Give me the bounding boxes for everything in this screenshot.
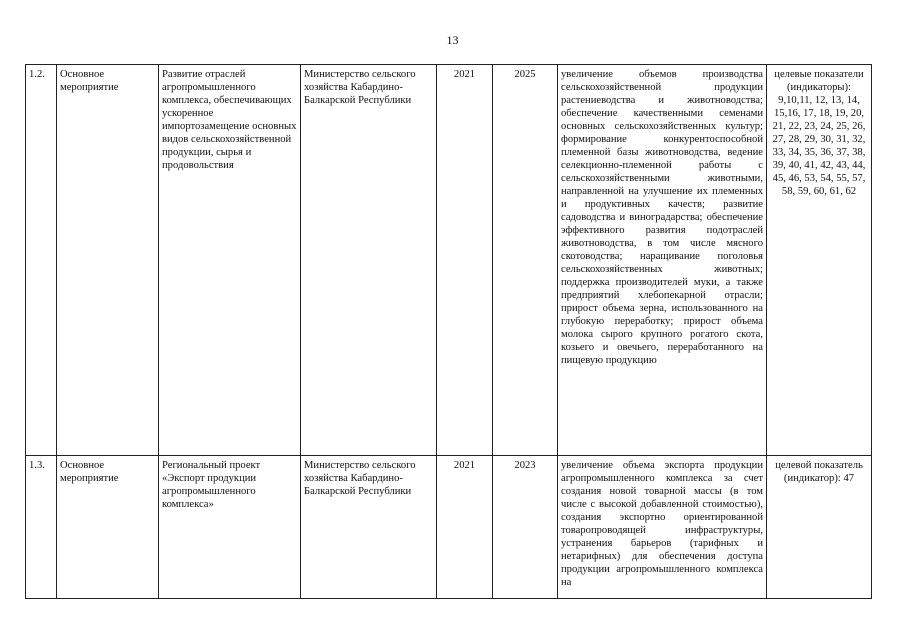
responsible-executor: Министерство сельского хозяйства Кабардино-Балкарской Республики (301, 65, 437, 456)
row-number: 1.3. (26, 456, 57, 599)
activity-name: Региональный проект «Экспорт продукции агропромышленного комплекса» (159, 456, 301, 599)
program-activities-table (25, 64, 872, 599)
table-row (26, 456, 872, 599)
end-year: 2023 (493, 456, 558, 599)
start-year: 2021 (437, 456, 493, 599)
activity-type: Основное мероприятие (57, 456, 159, 599)
target-indicators: целевой показатель (индикатор): 47 (767, 456, 872, 599)
row-number: 1.2. (26, 65, 57, 456)
expected-result: увеличение объема экспорта продукции агропромышленного комплекса за счет создания новой товарной массы (в том числе с высокой добавленной стоимостью), создания экспортно ориентированной товаропроводящей инфраструктуры, устранения барьеров (тарифных и нетарифных) для обеспечения доступа продукции агропромышленного комплекса на (558, 456, 767, 599)
page-number: 13 (446, 33, 459, 47)
activity-type: Основное мероприятие (57, 65, 159, 456)
start-year: 2021 (437, 65, 493, 456)
responsible-executor: Министерство сельского хозяйства Кабардино-Балкарской Республики (301, 456, 437, 599)
activity-name: Развитие отраслей агропромышленного комплекса, обеспечивающих ускоренное импортозамещение основных видов сельскохозяйственной продукции, сырья и продовольствия (159, 65, 301, 456)
end-year: 2025 (493, 65, 558, 456)
target-indicators: целевые показатели (индикаторы): 9,10,11, 12, 13, 14, 15,16, 17, 18, 19, 20, 21, 22, 23, 24, 25, 26, 27, 28, 29, 30, 31, 32, 33, 34, 35, 36, 37, 38, 39, 40, 41, 42, 43, 44, 45, 46, 53, 54, 55, 57, 58, 59, 60, 61, 62 (767, 65, 872, 456)
expected-result: увеличение объемов производства сельскохозяйственной продукции растениеводства и животноводства; обеспечение качественными семенами основных сельскохозяйственных культур; формирование конкурентоспособной племенной базы животноводства, ведение селекционно-племенной работы с сельскохозяйственными животными, направленной на улучшение их племенных и продуктивных качеств; развитие садоводства и виноградарства; обеспечение эффективного развития подотраслей животноводства, в том числе мясного скотоводства; наращивание поголовья сельскохозяйственных животных; поддержка производителей муки, а также предприятий хлебопекарной отрасли; прирост объема зерна, использованного на глубокую переработку; прирост объема молока сырого крупного рогатого скота, козьего и овечьего, переработанного на пищевую продукцию (558, 65, 767, 456)
table-row (26, 65, 872, 456)
